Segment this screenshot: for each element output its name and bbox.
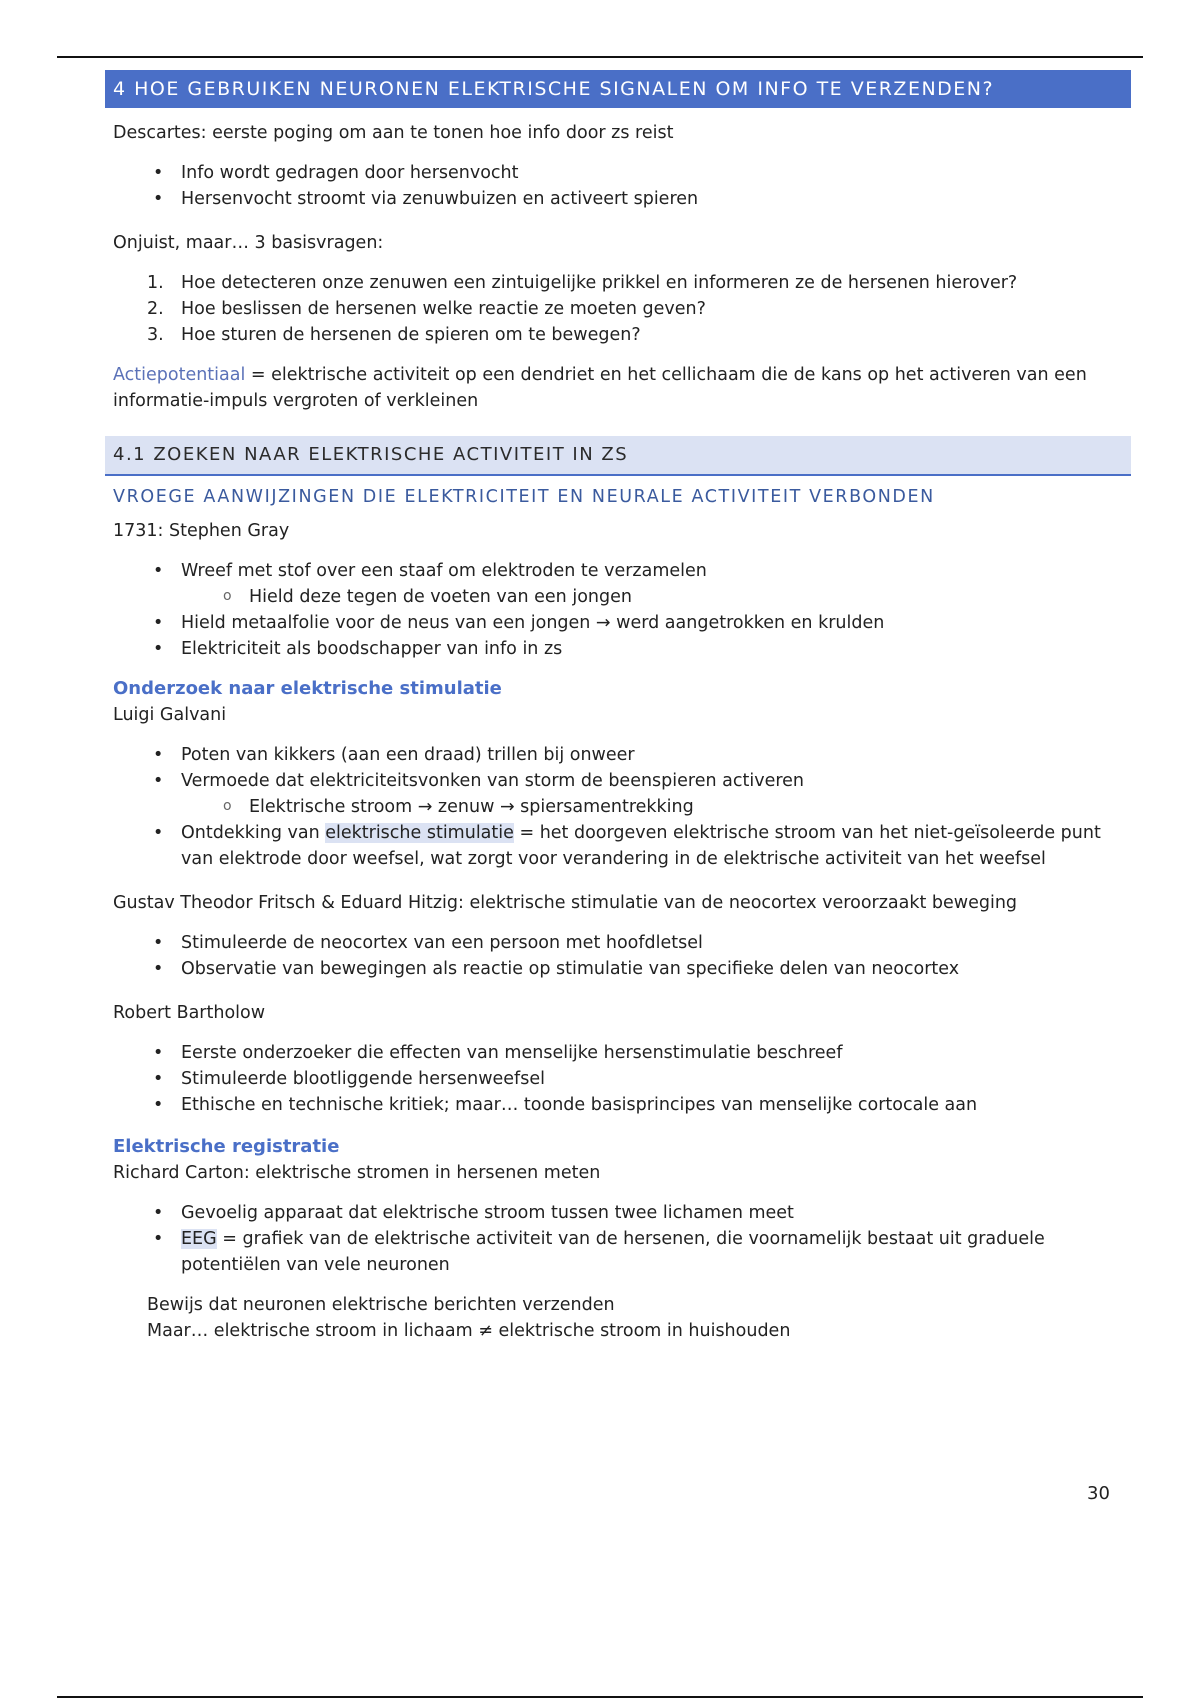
actiepotentiaal-definition: Actiepotentiaal = elektrische activiteit op een dendriet en het cellichaam die de kans op het activeren van een informatie-impuls vergroten of verkleinen bbox=[113, 365, 1087, 411]
document-body bbox=[113, 70, 1123, 1344]
page-number: 30 bbox=[1087, 1483, 1110, 1504]
descartes-list bbox=[113, 160, 1123, 212]
bartholow-list bbox=[113, 1040, 1123, 1118]
list-item: • Gevoelig apparaat dat elektrische stroom tussen twee lichamen meet bbox=[113, 1200, 1123, 1226]
list-item: • Hersenvocht stroomt via zenuwbuizen en activeert spieren bbox=[113, 186, 1123, 212]
list-item: • Observatie van bewegingen als reactie op stimulatie van specifieke delen van neocortex bbox=[113, 956, 1123, 982]
list-item: • Stimuleerde de neocortex van een persoon met hoofdletsel bbox=[113, 930, 1123, 956]
sub-list-item: o Elektrische stroom → zenuw → spiersamentrekking bbox=[113, 794, 1123, 820]
carton-list bbox=[113, 1200, 1123, 1278]
list-item: • Info wordt gedragen door hersenvocht bbox=[113, 160, 1123, 186]
list-item: • Ontdekking van elektrische stimulatie = het doorgeven elektrische stroom van het niet-geïsoleerde punt van elektrode door weefsel, wat zorgt voor verandering in de elektrische activiteit van het weefsel bbox=[113, 820, 1123, 872]
actiepotentiaal-link[interactable]: Actiepotentiaal bbox=[113, 365, 246, 385]
list-item: • Poten van kikkers (aan een draad) trillen bij onweer bbox=[113, 742, 1123, 768]
heading-section-4-1: 4.1 ZOEKEN NAAR ELEKTRISCHE ACTIVITEIT IN ZS bbox=[105, 436, 1131, 476]
list-item: • Hield metaalfolie voor de neus van een jongen → werd aangetrokken en krulden bbox=[113, 610, 1123, 636]
bartholow-intro: Robert Bartholow bbox=[113, 1003, 266, 1023]
list-item: • Ethische en technische kritiek; maar… toonde basisprincipes van menselijke cortocale aan bbox=[113, 1092, 1123, 1118]
carton-intro: Richard Carton: elektrische stromen in hersenen meten bbox=[113, 1163, 601, 1183]
gray-intro: 1731: Stephen Gray bbox=[113, 521, 290, 541]
list-item: • EEG = grafiek van de elektrische activiteit van de hersenen, die voornamelijk bestaat uit graduele potentiëlen van vele neuronen bbox=[113, 1226, 1123, 1278]
list-item: 3. Hoe sturen de hersenen de spieren om te bewegen? bbox=[147, 325, 641, 345]
list-item: • Eerste onderzoeker die effecten van menselijke hersenstimulatie beschreef bbox=[113, 1040, 1123, 1066]
sub-list-item: o Hield deze tegen de voeten van een jongen bbox=[113, 584, 1123, 610]
fritsch-intro: Gustav Theodor Fritsch & Eduard Hitzig: elektrische stimulatie van de neocortex veroorzaakt beweging bbox=[113, 893, 1018, 913]
descartes-intro: Descartes: eerste poging om aan te tonen hoe info door zs reist bbox=[113, 123, 674, 143]
gray-list bbox=[113, 558, 1123, 662]
questions-list bbox=[113, 270, 1123, 348]
highlighted-term: elektrische stimulatie bbox=[325, 823, 514, 843]
highlighted-term: EEG bbox=[181, 1229, 217, 1249]
heading-vroege-aanwijzingen: VROEGE AANWIJZINGEN DIE ELEKTRICITEIT EN NEURALE ACTIVITEIT VERBONDEN bbox=[113, 487, 935, 507]
heading-chapter-4: 4 HOE GEBRUIKEN NEURONEN ELEKTRISCHE SIGNALEN OM INFO TE VERZENDEN? bbox=[105, 70, 1131, 108]
list-item: 2. Hoe beslissen de hersenen welke reactie ze moeten geven? bbox=[147, 299, 706, 319]
conclusion-line-1: Bewijs dat neuronen elektrische berichten verzenden bbox=[147, 1295, 615, 1315]
conclusion-line-2: Maar… elektrische stroom in lichaam ≠ elektrische stroom in huishouden bbox=[147, 1321, 791, 1341]
list-item: 1. Hoe detecteren onze zenuwen een zintuigelijke prikkel en informeren ze de hersenen hierover? bbox=[147, 273, 1018, 293]
galvani-intro: Luigi Galvani bbox=[113, 705, 227, 725]
galvani-list bbox=[113, 742, 1123, 872]
heading-registratie: Elektrische registratie bbox=[113, 1136, 340, 1157]
bottom-rule bbox=[57, 1696, 1143, 1698]
onjuist-line: Onjuist, maar… 3 basisvragen: bbox=[113, 233, 384, 253]
fritsch-list bbox=[113, 930, 1123, 982]
heading-stimulatie: Onderzoek naar elektrische stimulatie bbox=[113, 678, 502, 699]
top-rule bbox=[57, 56, 1143, 58]
list-item: • Stimuleerde blootliggende hersenweefsel bbox=[113, 1066, 1123, 1092]
list-item: • Vermoede dat elektriciteitsvonken van storm de beenspieren activeren bbox=[113, 768, 1123, 794]
list-item: • Wreef met stof over een staaf om elektroden te verzamelen bbox=[113, 558, 1123, 584]
list-item: • Elektriciteit als boodschapper van info in zs bbox=[113, 636, 1123, 662]
